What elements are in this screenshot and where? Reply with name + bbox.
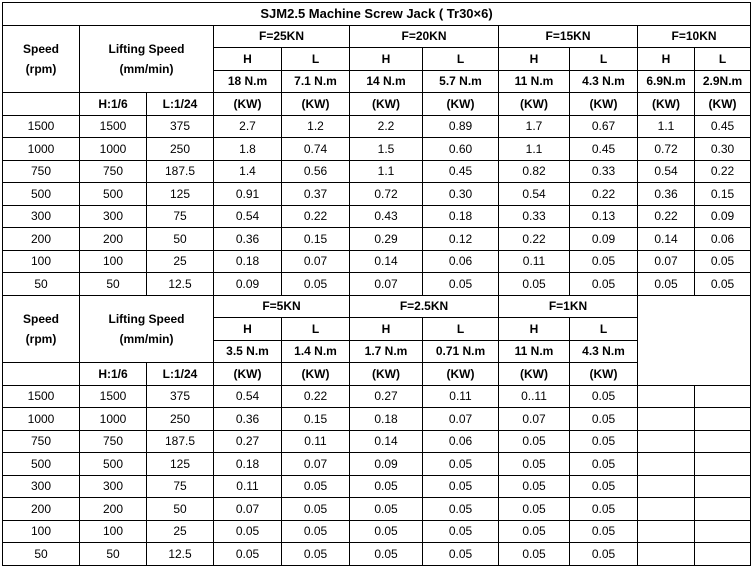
unit-header-row [3,93,751,116]
table-cell: 0.05 [423,453,499,476]
table-row [3,160,751,183]
force-header: F=1KN [499,295,638,318]
table-cell: 0.05 [695,273,751,296]
section-1-data [3,115,751,295]
h-header: H [499,48,570,71]
table-cell: 0.54 [499,183,570,206]
empty-cell [695,385,751,408]
table-cell: 50 [80,543,147,566]
section-2-data [3,385,751,565]
table-cell: 1.1 [499,138,570,161]
table-cell: 0.05 [214,543,282,566]
table-cell: 25 [147,520,214,543]
table-cell: 0.05 [423,498,499,521]
table-title: SJM2.5 Machine Screw Jack ( Tr30×6) [3,3,751,26]
table-cell: 0.05 [570,250,638,273]
table-cell: 250 [147,138,214,161]
table-cell: 0.06 [695,228,751,251]
table-row [3,228,751,251]
table-cell: 0.05 [695,250,751,273]
table-cell: 0.14 [350,250,423,273]
l-header: L [423,318,499,341]
empty-cell [638,543,695,566]
table-cell: 0.30 [695,138,751,161]
table-cell: 1.1 [350,160,423,183]
lifting-speed-header [80,295,214,363]
table-cell: 300 [80,475,147,498]
torque-header: 14 N.m [350,70,423,93]
table-row [3,183,751,206]
table-cell: 0.05 [282,498,350,521]
table-cell: 0.09 [214,273,282,296]
force-header-row [3,25,751,48]
table-cell: 1000 [3,408,80,431]
table-cell: 0.45 [423,160,499,183]
table-cell: 0.05 [570,498,638,521]
table-cell: 0.05 [570,430,638,453]
table-cell: 0.54 [214,385,282,408]
unit-header: (KW) [695,93,751,116]
unit-header: (KW) [499,363,570,386]
h-header: H [350,48,423,71]
unit-header: (KW) [282,93,350,116]
table-cell: 1.8 [214,138,282,161]
table-cell: 0.12 [423,228,499,251]
empty-cell [638,385,695,408]
table-cell: 0.36 [214,408,282,431]
unit-header: (KW) [499,93,570,116]
table-row [3,520,751,543]
table-cell: 0.05 [570,520,638,543]
table-cell: 200 [80,228,147,251]
table-cell: 0.05 [638,273,695,296]
empty-cell [695,498,751,521]
table-cell: 50 [147,228,214,251]
table-cell: 1.4 [214,160,282,183]
table-cell: 0.09 [695,205,751,228]
table-cell: 200 [3,228,80,251]
empty-cell [695,408,751,431]
unit-header: (KW) [214,363,282,386]
table-cell: 100 [3,520,80,543]
lifting-speed-header [80,25,214,93]
unit-header: (KW) [214,93,282,116]
table-cell: 200 [3,498,80,521]
table-cell: 0.36 [214,228,282,251]
l-header: L [695,48,751,71]
table-row [3,475,751,498]
torque-header: 6.9N.m [638,70,695,93]
table-cell: 0.05 [350,543,423,566]
empty-cell [695,453,751,476]
screw-jack-spec-table [2,2,751,566]
table-cell: 0.45 [570,138,638,161]
table-cell: 25 [147,250,214,273]
l-header: L [282,318,350,341]
unit-header: (KW) [282,363,350,386]
unit-header: (KW) [570,93,638,116]
speed-header-blank [3,363,80,386]
torque-header: 11 N.m [499,70,570,93]
table-cell: 0.18 [214,250,282,273]
table-cell: 0.82 [499,160,570,183]
torque-header: 1.7 N.m [350,340,423,363]
table-row [3,205,751,228]
h-header: H [350,318,423,341]
section-2 [3,295,751,385]
table-cell: 0.05 [350,475,423,498]
force-header: F=5KN [214,295,350,318]
table-cell: 0.05 [282,475,350,498]
table-cell: 0.18 [214,453,282,476]
table-cell: 0.33 [499,205,570,228]
empty-cell [638,408,695,431]
table-cell: 750 [3,430,80,453]
force-header: F=2.5KN [350,295,499,318]
table-cell: 0.05 [214,520,282,543]
table-cell: 100 [3,250,80,273]
unit-header: (KW) [350,363,423,386]
table-cell: 0.22 [570,183,638,206]
table-cell: 0.37 [282,183,350,206]
force-header-row [3,295,751,318]
empty-cell [695,475,751,498]
torque-header: 5.7 N.m [423,70,499,93]
empty-cell [638,498,695,521]
force-header: F=25KN [214,25,350,48]
torque-header: 1.4 N.m [282,340,350,363]
table-row [3,138,751,161]
ratio-l-header: L:1/24 [147,363,214,386]
table-cell: 0.22 [638,205,695,228]
table-cell: 0.45 [695,115,751,138]
table-cell: 0.60 [423,138,499,161]
title-row [3,3,751,26]
table-cell: 0.54 [638,160,695,183]
empty-cell [638,430,695,453]
table-cell: 0.05 [282,273,350,296]
table-cell: 0.11 [423,385,499,408]
table-row [3,273,751,296]
empty-cell [695,543,751,566]
table-cell: 0.05 [499,498,570,521]
table-cell: 0.05 [350,498,423,521]
table-row [3,115,751,138]
table-cell: 0.74 [282,138,350,161]
unit-header: (KW) [350,93,423,116]
table-cell: 0.05 [570,453,638,476]
table-cell: 1500 [80,385,147,408]
unit-header: (KW) [423,93,499,116]
table-cell: 0.18 [350,408,423,431]
table-cell: 750 [3,160,80,183]
section-1 [3,3,751,116]
table-cell: 0.36 [638,183,695,206]
table-cell: 375 [147,115,214,138]
table-cell: 750 [80,160,147,183]
lifting-speed-unit: (mm/min) [119,61,174,76]
unit-header: (KW) [638,93,695,116]
table-cell: 0.07 [282,453,350,476]
table-cell: 0.14 [350,430,423,453]
table-cell: 0.22 [499,228,570,251]
table-cell: 0.29 [350,228,423,251]
h-header: H [638,48,695,71]
table-cell: 0.05 [423,520,499,543]
table-row [3,543,751,566]
table-cell: 0.11 [499,250,570,273]
lifting-speed-unit: (mm/min) [119,331,174,346]
empty-cell [638,520,695,543]
table-cell: 100 [80,520,147,543]
table-cell: 0.06 [423,430,499,453]
l-header: L [570,318,638,341]
speed-header-blank [3,93,80,116]
l-header: L [570,48,638,71]
table-cell: 0.07 [423,408,499,431]
table-cell: 0.05 [499,273,570,296]
table-cell: 12.5 [147,273,214,296]
force-header: F=20KN [350,25,499,48]
table-cell: 0.15 [695,183,751,206]
table-cell: 0.67 [570,115,638,138]
table-cell: 50 [147,498,214,521]
table-row [3,453,751,476]
torque-header: 3.5 N.m [214,340,282,363]
table-cell: 1.2 [282,115,350,138]
table-cell: 0.05 [499,520,570,543]
table-cell: 0.05 [499,430,570,453]
table-cell: 0.22 [695,160,751,183]
table-cell: 1.7 [499,115,570,138]
table-cell: 1000 [80,408,147,431]
table-row [3,430,751,453]
table-cell: 0.07 [350,273,423,296]
table-cell: 0.05 [570,475,638,498]
table-cell: 0.15 [282,408,350,431]
force-header: F=10KN [638,25,751,48]
table-row [3,250,751,273]
torque-header: 7.1 N.m [282,70,350,93]
empty-cell [638,475,695,498]
speed-header [3,295,80,363]
table-cell: 300 [3,205,80,228]
speed-unit: (rpm) [25,61,57,76]
ratio-h-header: H:1/6 [80,363,147,386]
unit-header: (KW) [423,363,499,386]
table-cell: 0.05 [570,543,638,566]
table-cell: 1500 [3,385,80,408]
table-row [3,385,751,408]
table-cell: 500 [80,183,147,206]
table-cell: 187.5 [147,430,214,453]
empty-cell [638,453,695,476]
table-cell: 0.33 [570,160,638,183]
table-cell: 0.22 [282,205,350,228]
table-cell: 750 [80,430,147,453]
table-cell: 12.5 [147,543,214,566]
ratio-l-header: L:1/24 [147,93,214,116]
unit-header: (KW) [570,363,638,386]
table-cell: 0.05 [423,273,499,296]
table-cell: 0.27 [214,430,282,453]
table-cell: 0.09 [570,228,638,251]
table-cell: 0.06 [423,250,499,273]
table-cell: 50 [80,273,147,296]
table-row [3,408,751,431]
torque-header: 4.3 N.m [570,70,638,93]
table-cell: 0.05 [282,543,350,566]
torque-header: 11 N.m [499,340,570,363]
table-cell: 0.05 [282,520,350,543]
table-cell: 75 [147,205,214,228]
table-cell: 1.1 [638,115,695,138]
speed-unit: (rpm) [25,331,57,346]
lifting-speed-label: Lifting Speed [108,311,185,326]
torque-header: 4.3 N.m [570,340,638,363]
table-cell: 2.7 [214,115,282,138]
empty-cell [695,520,751,543]
table-cell: 500 [3,453,80,476]
table-cell: 0.72 [350,183,423,206]
table-cell: 0.05 [350,520,423,543]
empty-header-block [638,295,751,385]
table-cell: 0.15 [282,228,350,251]
table-cell: 0.11 [214,475,282,498]
torque-header: 18 N.m [214,70,282,93]
table-row [3,498,751,521]
table-cell: 0.54 [214,205,282,228]
table-cell: 500 [3,183,80,206]
table-cell: 0.72 [638,138,695,161]
table-cell: 75 [147,475,214,498]
table-cell: 0.27 [350,385,423,408]
table-cell: 1.5 [350,138,423,161]
force-header: F=15KN [499,25,638,48]
table-cell: 200 [80,498,147,521]
speed-label: Speed [22,311,59,326]
table-cell: 500 [80,453,147,476]
table-cell: 50 [3,543,80,566]
table-cell: 100 [80,250,147,273]
table-cell: 0.05 [423,543,499,566]
ratio-h-header: H:1/6 [80,93,147,116]
table-cell: 0.05 [570,385,638,408]
table-cell: 1000 [3,138,80,161]
table-cell: 300 [3,475,80,498]
table-cell: 2.2 [350,115,423,138]
table-cell: 1000 [80,138,147,161]
speed-header [3,25,80,93]
table-cell: 0.13 [570,205,638,228]
lifting-speed-label: Lifting Speed [108,41,185,56]
speed-label: Speed [22,41,59,56]
table-cell: 187.5 [147,160,214,183]
table-cell: 0.43 [350,205,423,228]
table-cell: 125 [147,183,214,206]
table-cell: 0.07 [638,250,695,273]
table-cell: 0.05 [570,273,638,296]
table-cell: 0.18 [423,205,499,228]
h-header: H [214,318,282,341]
table-cell: 0.07 [282,250,350,273]
table-cell: 0.05 [499,475,570,498]
table-cell: 1500 [3,115,80,138]
l-header: L [282,48,350,71]
table-cell: 0.05 [423,475,499,498]
table-cell: 0.07 [499,408,570,431]
table-cell: 0..11 [499,385,570,408]
table-cell: 0.14 [638,228,695,251]
table-cell: 0.22 [282,385,350,408]
table-cell: 0.05 [570,408,638,431]
table-cell: 300 [80,205,147,228]
table-cell: 0.05 [499,543,570,566]
h-header: H [499,318,570,341]
table-cell: 0.05 [499,453,570,476]
torque-header: 0.71 N.m [423,340,499,363]
empty-cell [695,430,751,453]
table-cell: 1500 [80,115,147,138]
table-cell: 0.91 [214,183,282,206]
table-cell: 50 [3,273,80,296]
table-cell: 125 [147,453,214,476]
table-cell: 0.09 [350,453,423,476]
table-cell: 0.11 [282,430,350,453]
table-cell: 0.89 [423,115,499,138]
table-cell: 250 [147,408,214,431]
table-cell: 0.30 [423,183,499,206]
l-header: L [423,48,499,71]
h-header: H [214,48,282,71]
table-cell: 375 [147,385,214,408]
table-cell: 0.56 [282,160,350,183]
torque-header: 2.9N.m [695,70,751,93]
table-cell: 0.07 [214,498,282,521]
